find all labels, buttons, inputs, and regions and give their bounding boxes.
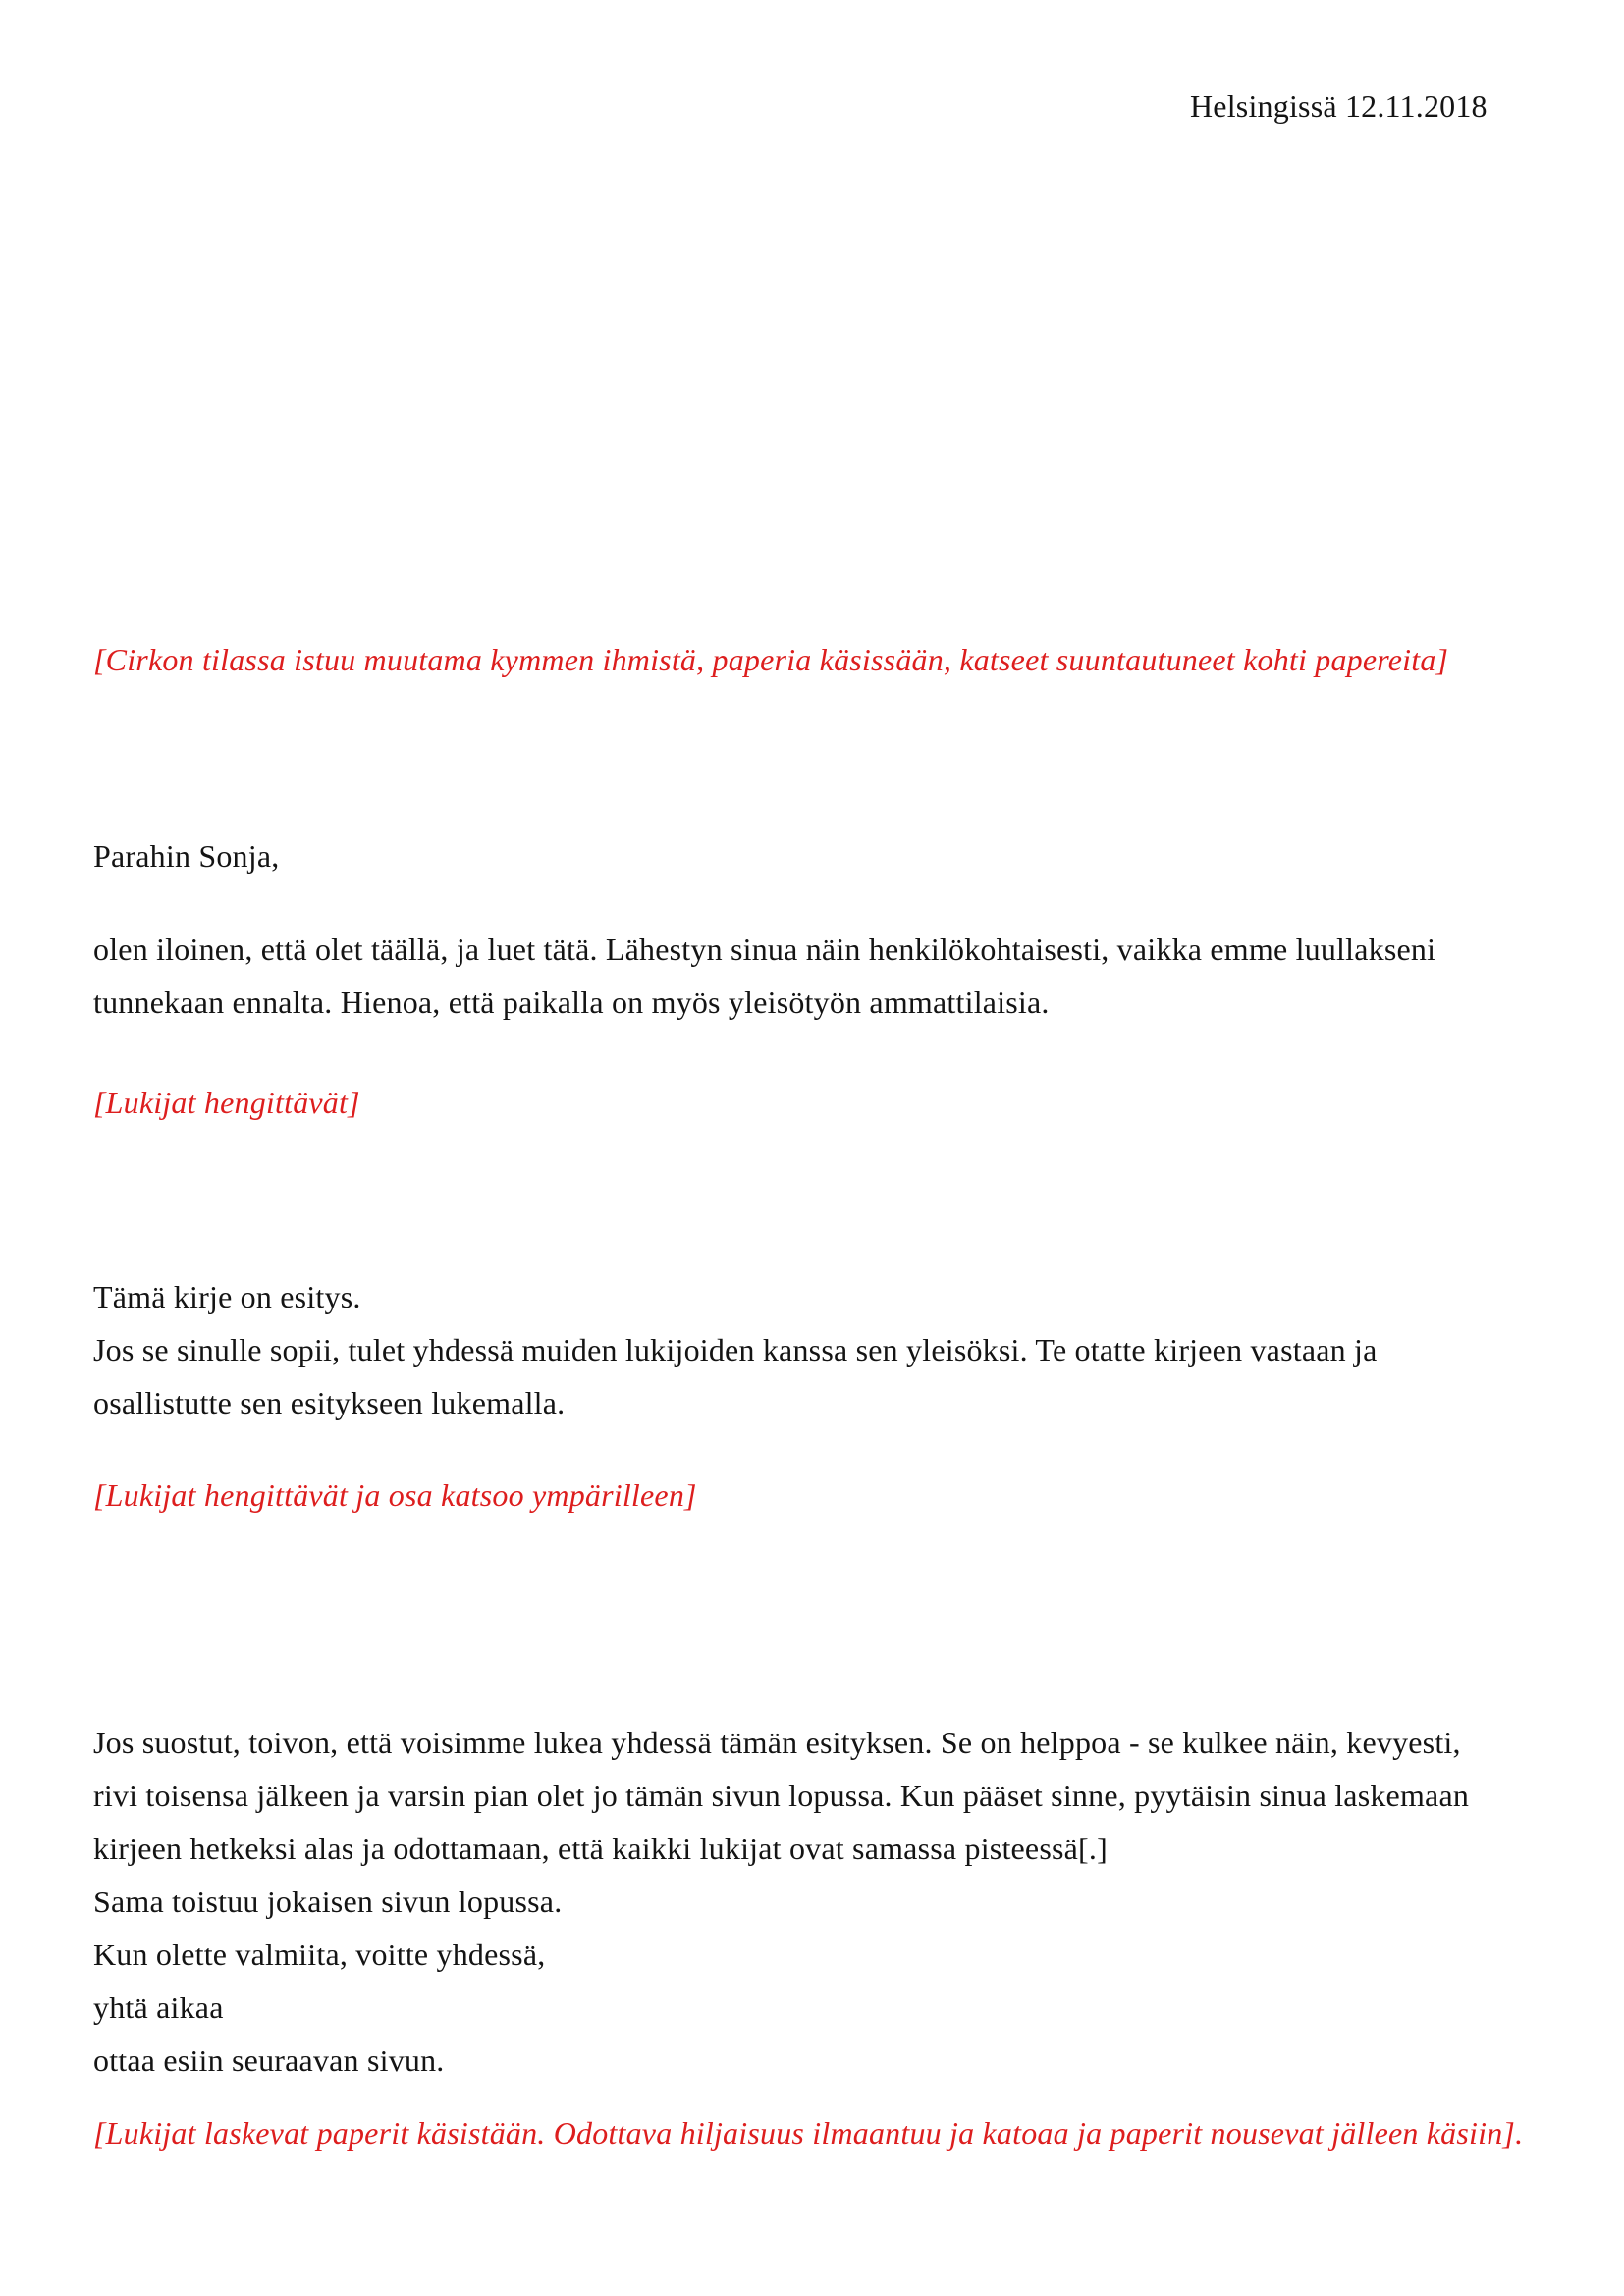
- text-line: Tämä kirje on esitys.: [93, 1279, 361, 1314]
- stage-direction-opening: [Cirkon tilassa istuu muutama kymmen ihmistä, paperia käsissään, katseet suuntautuneet kohti papereita]: [93, 642, 1449, 677]
- text-line: yhtä aikaa: [93, 1990, 224, 2025]
- paragraph-greeting: [93, 923, 1435, 1029]
- text-line: olen iloinen, että olet täällä, ja luet tätä. Lähestyn sinua näin henkilökohtaisesti, vaikka emme luullakseni: [93, 932, 1436, 967]
- paragraph-reading-instructions: [93, 1716, 1469, 2087]
- text-line: ottaa esiin seuraavan sivun.: [93, 2043, 445, 2078]
- stage-direction-breathing: [Lukijat hengittävät]: [93, 1085, 360, 1120]
- text-line: Jos suostut, toivon, että voisimme lukea yhdessä tämän esityksen. Se on helppoa - se kulkee näin, kevyesti,: [93, 1725, 1461, 1760]
- text-line: osallistutte sen esitykseen lukemalla.: [93, 1385, 566, 1420]
- paragraph-letter-is-performance: [93, 1270, 1378, 1429]
- stage-direction-closing: [Lukijat laskevat paperit käsistään. Odottava hiljaisuus ilmaantuu ja katoaa ja paperit nousevat jälleen käsiin].: [93, 2115, 1524, 2151]
- salutation: Parahin Sonja,: [93, 838, 280, 874]
- dateline: Helsingissä 12.11.2018: [1190, 88, 1488, 124]
- text-line: rivi toisensa jälkeen ja varsin pian olet jo tämän sivun lopussa. Kun pääset sinne, pyytäisin sinua laskemaan: [93, 1778, 1470, 1813]
- stage-direction-looking-around: [Lukijat hengittävät ja osa katsoo ympärilleen]: [93, 1477, 697, 1513]
- text-line: tunnekaan ennalta. Hienoa, että paikalla on myös yleisötyön ammattilaisia.: [93, 985, 1050, 1020]
- text-line: Sama toistuu jokaisen sivun lopussa.: [93, 1884, 563, 1919]
- text-line: Kun olette valmiita, voitte yhdessä,: [93, 1937, 546, 1972]
- text-line: Jos se sinulle sopii, tulet yhdessä muiden lukijoiden kanssa sen yleisöksi. Te otatte kirjeen vastaan ja: [93, 1332, 1378, 1367]
- text-line: kirjeen hetkeksi alas ja odottamaan, että kaikki lukijat ovat samassa pisteessä[.]: [93, 1831, 1108, 1866]
